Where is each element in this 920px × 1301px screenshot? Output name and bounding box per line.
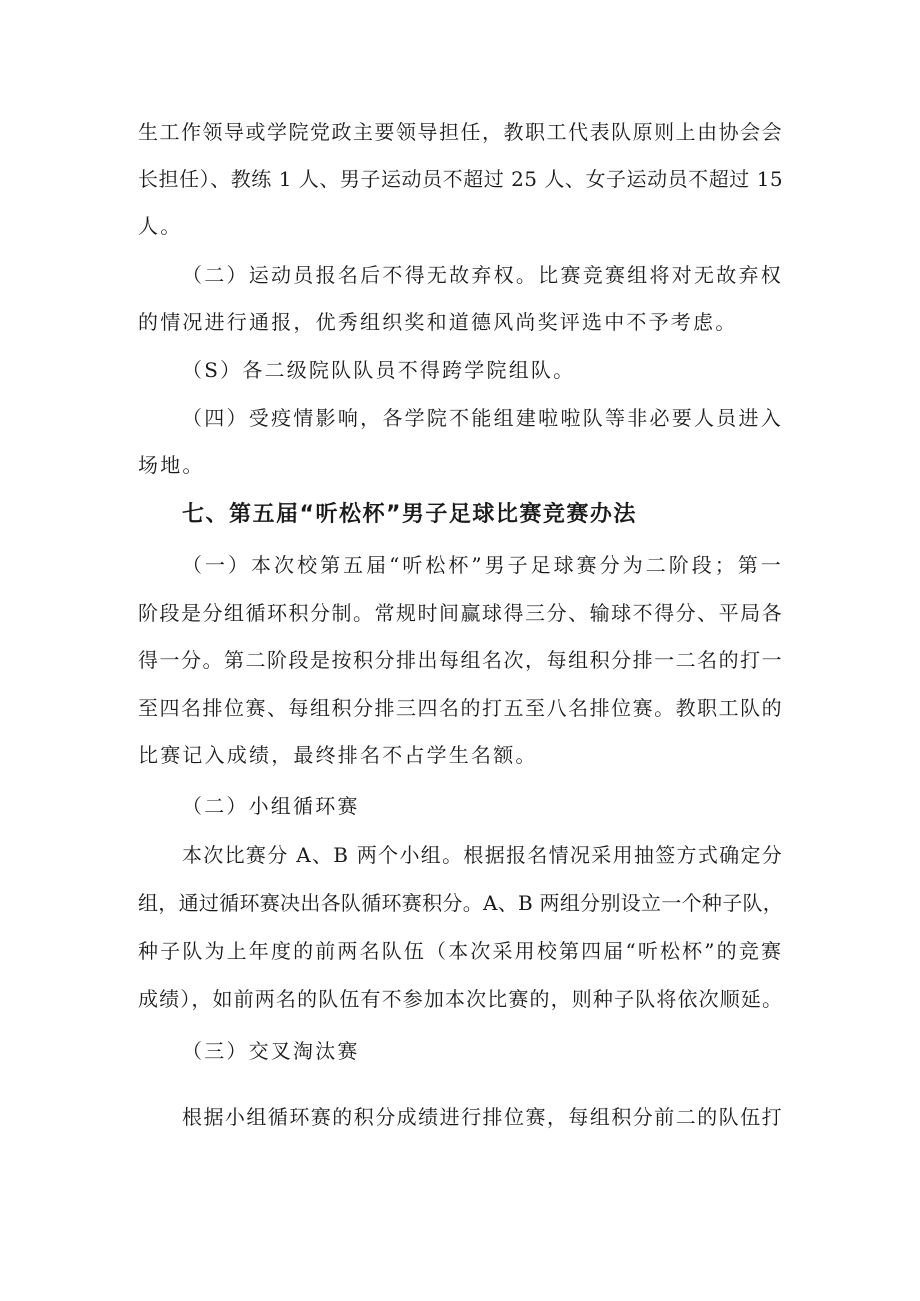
text-line: 成绩），如前两名的队伍有不参加本次比赛的，则种子队将依次顺延。 bbox=[138, 987, 783, 1011]
text-line: （四）受疫情影响，各学院不能组建啦啦队等非必要人员进入 bbox=[182, 406, 783, 430]
text-line: 根据小组循环赛的积分成绩进行排位赛，每组积分前二的队伍打 bbox=[182, 1105, 783, 1129]
subheading-line: （二）小组循环赛 bbox=[182, 794, 360, 818]
text-line: 本次比赛分 A、B 两个小组。根据报名情况采用抽签方式确定分 bbox=[182, 843, 783, 867]
text-line: 的情况进行通报，优秀组织奖和道德风尚奖评选中不予考虑。 bbox=[138, 310, 738, 334]
text-line: 种子队为上年度的前两名队伍（本次采用校第四届“听松杯”的竞赛 bbox=[138, 939, 783, 963]
text-line: （一）本次校第五届“听松杯”男子足球赛分为二阶段；第一 bbox=[182, 553, 783, 577]
text-line: 组，通过循环赛决出各队循环赛积分。A、B 两组分别设立一个种子队， bbox=[138, 891, 783, 915]
text-line: 至四名排位赛、每组积分排三四名的打五至八名排位赛。教职工队的 bbox=[138, 696, 783, 720]
section-heading: 七、第五届“听松杯”男子足球比赛竞赛办法 bbox=[182, 502, 637, 527]
text-line: 阶段是分组循环积分制。常规时间赢球得三分、输球不得分、平局各 bbox=[138, 601, 783, 625]
text-line: 得一分。第二阶段是按积分排出每组名次，每组积分排一二名的打一 bbox=[138, 648, 783, 672]
text-line: 场地。 bbox=[138, 453, 205, 477]
text-line: 人。 bbox=[138, 214, 183, 238]
text-line: 生工作领导或学院党政主要领导担任，教职工代表队原则上由协会会 bbox=[138, 120, 783, 144]
text-line: 长担任）、教练 1 人、男子运动员不超过 25 人、女子运动员不超过 15 bbox=[138, 167, 783, 191]
text-line: （二）运动员报名后不得无故弃权。比赛竞赛组将对无故弃权 bbox=[182, 263, 783, 287]
text-line: 比赛记入成绩，最终排名不占学生名额。 bbox=[138, 743, 538, 767]
subheading-line: （三）交叉淘汰赛 bbox=[182, 1039, 360, 1063]
text-line: （S）各二级院队队员不得跨学院组队。 bbox=[182, 358, 576, 382]
